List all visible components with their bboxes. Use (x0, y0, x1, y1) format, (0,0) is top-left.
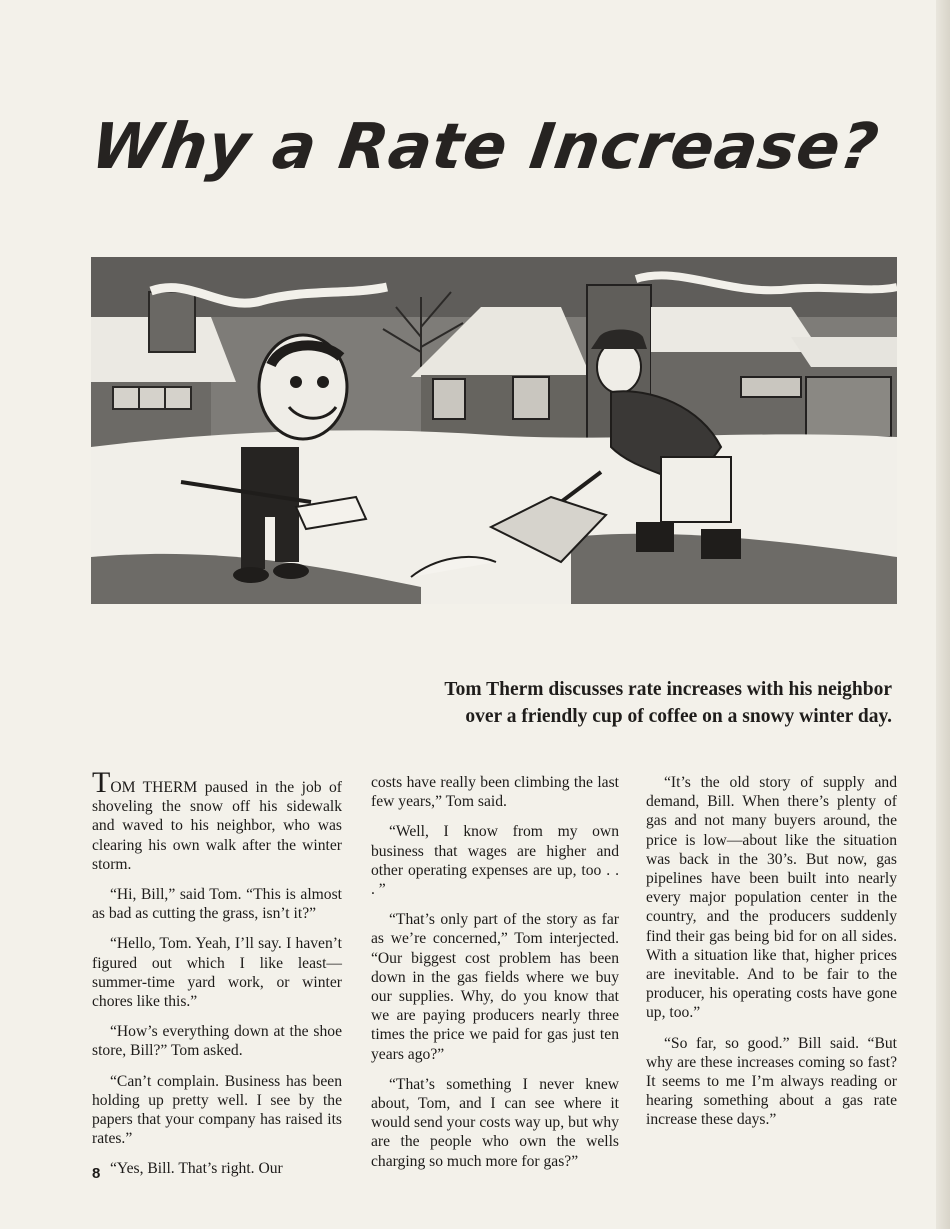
drop-cap: T (92, 766, 111, 799)
caption-line-1: Tom Therm discusses rate increases with his neighbor (444, 679, 892, 700)
article-paragraph: “That’s something I never knew about, Tom, and I can see where it would send your costs way up, but why are the people who own the wells charging so much more for gas?” (371, 1075, 619, 1170)
article-paragraph: “That’s only part of the story as far as we’re concerned,” Tom interjected. “Our biggest cost problem has been down in the gas fields where we buy our supplies. Why, do you know that we are paying producers nearly three times the price we paid for gas just ten years ago?” (371, 911, 619, 1063)
illustration-caption (332, 676, 892, 730)
illustration-drawing (91, 257, 897, 604)
article-column-3 (646, 773, 897, 1141)
page-edge-shadow (936, 0, 950, 1229)
paragraph-text: paused in the job of shoveling the snow off his sidewalk and waved to his neighbor, who was clearing his own walk after the winter storm. (92, 779, 343, 873)
illustration-tom-therm-shoveling-snow (91, 257, 897, 604)
caption-line-2: over a friendly cup of coffee on a snowy winter day. (465, 706, 892, 727)
article-paragraph: “Yes, Bill. That’s right. Our (110, 1160, 283, 1178)
article-paragraph: costs have really been climbing the last few years,” Tom said. (371, 774, 619, 811)
opening-smallcaps: OM THERM (110, 779, 198, 796)
article-paragraph (92, 766, 343, 874)
article-paragraph: “So far, so good.” Bill said. “But why are these increases coming so fast? It seems to me I’m always reading or hearing something about a gas rate increase these days.” (646, 1034, 897, 1129)
article-column-1 (92, 766, 343, 1190)
article-paragraph: “How’s everything down at the shoe store, Bill?” Tom asked. (92, 1023, 342, 1060)
article-paragraph: “Hi, Bill,” said Tom. “This is almost as bad as cutting the grass, isn’t it?” (92, 886, 342, 923)
article-paragraph: “Hello, Tom. Yeah, I’ll say. I haven’t figured out which I like least—summer-time yard work, or winter chores like this.” (92, 935, 342, 1011)
headline: Why a Rate Increase? (86, 110, 884, 183)
article-paragraph: “Well, I know from my own business that wages are higher and other operating expenses are up, too . . . ” (371, 823, 619, 899)
article-paragraph: “It’s the old story of supply and demand, Bill. When there’s plenty of gas and not many buyers around, the price is low—about like the situation was back in the 30’s. But now, gas pipelines have been built into nearly every major population center in the country, and the producers suddenly find their gas being bid for on all sides. With a situation like that, higher prices are inevitable. And to be fair to the producer, his operating costs have gone up, too.” (646, 774, 897, 1022)
page-number: 8 (92, 1165, 101, 1182)
article-paragraph: “Can’t complain. Business has been holding up pretty well. I see by the papers that your company has raised its rates.” (92, 1072, 342, 1148)
article-column-2 (371, 773, 619, 1182)
